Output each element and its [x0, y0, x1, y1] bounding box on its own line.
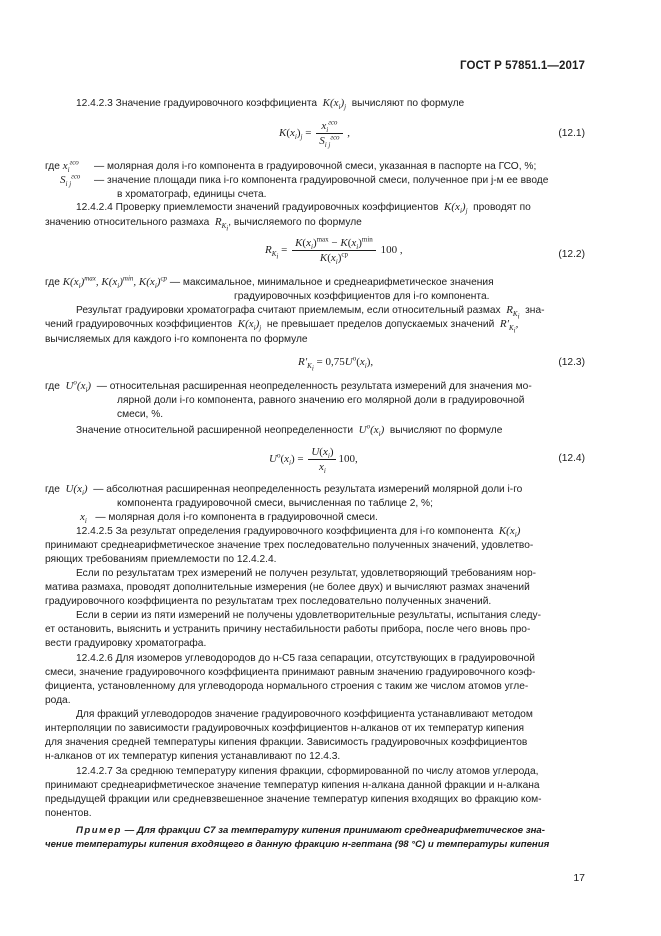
paragraph-three-line2: матива размаха, проводят дополнительные измерения (не более двух) и вычисляют размах значений: [45, 582, 530, 593]
where-4-line2: компонента градуировочной смеси, вычисленная по таблице 2, %;: [117, 498, 433, 509]
paragraph-12-4-2-6-line1: 12.4.2.6 Для изомеров углеводородов до н-C5 газа сепарации, отсутствующих в градуировочной: [76, 653, 535, 664]
where-4-line1: где $U(x_i)$ — абсолютная расширенная неопределенность результата измерений молярной доли i-го: [45, 483, 523, 498]
where-1-def2a: — значение площади пика i-го компонента градуировочной смеси, полученное при j-м ее вводе: [94, 175, 549, 186]
note-label: Пример: [76, 825, 122, 836]
note-line1: Пример — Для фракции C7 за температуру кипения принимают среднеарифметическое зна-: [76, 825, 545, 836]
where-1-sym2: $S_{i j}^{гсо}$: [60, 172, 81, 189]
paragraph-12-4-2-7-line1: 12.4.2.7 За среднюю температуру кипения фракции, сформированной по числу атомов углерода,: [76, 766, 539, 777]
formula-12-3: $R'_{K_i} = 0,75U^o(x_i)$,: [298, 354, 374, 373]
note-line2: чение температуры кипения входящего в данную фракцию н-гептана (98 °С) и температуры кипения: [45, 839, 550, 850]
paragraph-result-line2: чений градуировочных коэффициентов $K(x_i)_j$ не превышает пределов допускаемых значений $R'_{K_i}$,: [45, 318, 519, 335]
where-1-def2b: в хроматограф, единицы счета.: [117, 189, 267, 200]
paragraph-12-4-2-3: 12.4.2.3 Значение градуировочного коэффициента $K(x_i)_j$ вычисляют по формуле: [76, 97, 465, 112]
p12423-num: 12.4.2.3: [76, 98, 113, 109]
where-2-line2: градуировочных коэффициентов для i-го компонента.: [234, 291, 490, 302]
paragraph-12-4-2-5-line3: ряющих требованиям приемлемости по 12.4.2.4.: [45, 554, 277, 565]
formula-12-1-number: (12.1): [558, 128, 585, 139]
where-4-line3: $x_i$ — молярная доля i-го компонента в градуировочной смеси.: [80, 511, 378, 526]
paragraph-result-line3: вычисляемых для каждого i-го компонента по формуле: [45, 334, 308, 345]
paragraph-12-4-2-4-line1: 12.4.2.4 Проверку приемлемости значений градуировочных коэффициентов $K(x_i)_j$ проводят по: [76, 201, 531, 216]
where-1-lead: где $x_i^{гсо}$: [45, 158, 79, 175]
where-3-line3: смеси, %.: [117, 409, 164, 420]
where-1-def1: — молярная доля i-го компонента в градуировочной смеси, указанная в паспорте на ГСО, %;: [94, 161, 537, 172]
standard-header: ГОСТ Р 57851.1—2017: [460, 60, 585, 72]
paragraph-12-4-2-4-line2: значению относительного размаха $R_{K_i}$, вычисляемого по формуле: [45, 216, 362, 233]
paragraph-12-4-2-6-line2: смеси, значение градуировочного коэффициента принимают равным значению градуировочного коэф-: [45, 667, 536, 678]
formula-12-4: $U^o(x_i)$ = $\frac{U(x_i)}{x_i}$ 100,: [269, 446, 358, 476]
formula-12-3-number: (12.3): [558, 357, 585, 368]
where-3-line1: где $U^o(x_i)$ — относительная расширенная неопределенность результата измерений для значения мо-: [45, 378, 532, 395]
paragraph-three-line1: Если по результатам трех измерений не получен результат, удовлетворяющий требованиям нор-: [76, 568, 537, 579]
paragraph-fractions-line3: для значения средней температуры кипения фракции. Зависимость градуировочных коэффициентов: [45, 737, 528, 748]
paragraph-three-line3: градуировочного коэффициента по результатам трех последовательно полученных значений.: [45, 596, 492, 607]
paragraph-fractions-line2: интерполяции по зависимости градуировочных коэффициентов н-алканов от их температур кипения: [45, 723, 525, 734]
paragraph-12-4-2-5-line1: 12.4.2.5 За результат определения градуировочного коэффициента для i-го компонента $K(x_i)$: [76, 525, 521, 540]
paragraph-five-line3: вести градуировку хроматографа.: [45, 638, 207, 649]
page-number: 17: [573, 872, 585, 884]
where-3-line2: лярной доли i-го компонента, равного значению его молярной доли в градуировочной: [117, 395, 525, 406]
paragraph-result-line1: Результат градуировки хроматографа считают приемлемым, если относительный размах $R_{K_i}$ зна-: [76, 304, 545, 321]
paragraph-fractions-line1: Для фракций углеводородов значение градуировочного коэффициента устанавливают методом: [76, 709, 533, 720]
formula-12-2: $R_{K_i}$ = $\frac{K(x_i)^{max} - K(x_i)^{min}}{K(x_i)^{ср}}$ 100 ,: [265, 235, 403, 267]
paragraph-12-4-2-7-line3: предыдущей фракции или средневзвешенное значение температур кипения входящих во фракцию ком-: [45, 794, 542, 805]
p12423-text: Значение градуировочного коэффициента: [115, 98, 318, 109]
paragraph-12-4-2-6-line3: фициента, установленному для углеводорода нормального строения с таким же числом атомов угле-: [45, 681, 529, 692]
where-2-line1: где $K(x_i)^{max}$, $K(x_i)^{min}$, $K(x_i)^{ср}$ — максимальное, минимальное и среднеарифметическое значения: [45, 274, 494, 291]
p12423-tail: вычисляют по формуле: [351, 98, 465, 109]
paragraph-12-4-2-7-line4: понентов.: [45, 808, 92, 819]
formula-12-1: $K(x_i)_j$ = $\frac{x_i^{гсо}}{S_{i j}^{гсо}}$ ,: [279, 118, 351, 150]
paragraph-12-4-2-6-line4: рода.: [45, 695, 71, 706]
paragraph-12-4-2-5-line2: принимают среднеарифметическое значение трех последовательно полученных значений, удовлетво-: [45, 540, 534, 551]
paragraph-12-4-2-7-line2: принимают среднеарифметическое значение температур кипения н-алкана данной фракции и н-алкана: [45, 780, 540, 791]
paragraph-uncertainty: Значение относительной расширенной неопределенности $U^o(x_i)$ вычисляют по формуле: [76, 422, 503, 439]
paragraph-fractions-line4: н-алканов от их температур кипения устанавливают по 12.4.3.: [45, 751, 341, 762]
formula-12-4-number: (12.4): [558, 453, 585, 464]
formula-12-2-number: (12.2): [558, 249, 585, 260]
paragraph-five-line1: Если в серии из пяти измерений не получены удовлетворительные результаты, испытания следу-: [76, 610, 542, 621]
paragraph-five-line2: ет остановить, выяснить и устранить причину нестабильности работы прибора, после чего вновь про-: [45, 624, 531, 635]
